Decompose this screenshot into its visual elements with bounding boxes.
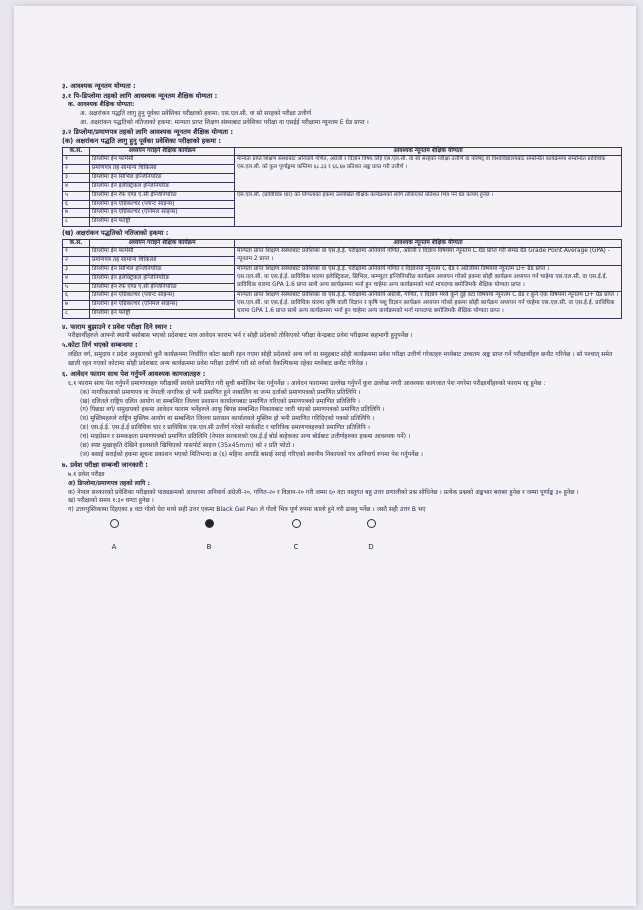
option-label: A — [111, 543, 117, 552]
cell-program: डिप्लोमा इन एग्रिकल्चर (एनिमल साइन्स) — [90, 301, 235, 310]
section-3-1-aa: आ. अक्षरांकन पद्धतिको नतिजाको हकमा: मान्यता प्राप्त शिक्षण संस्थाबाट प्रवेशिका परीक्षा वा एसईई परीक्षामा न्यूनतम E ग्रेड प्राप्त । — [80, 118, 369, 126]
cell-sn: ३ — [63, 265, 90, 274]
list-item: (च) माइग्रेसन र समकक्षता प्रमाणपत्रको प्रमाणित प्रतिलिपि (नेपाल सरकारको एस.ई.ई बोर्ड बाहेकका अन्य बोर्डबाट उत्तीर्णहरुका हकमा आवश्यक पर्ने) । — [80, 432, 411, 440]
col-header-requirement: आवश्यक न्यूनतम शैक्षिक योग्यता — [235, 147, 622, 156]
option-b — [199, 519, 219, 552]
table-pre-grading — [62, 147, 622, 227]
document-content — [62, 82, 622, 569]
cell-sn: १ — [63, 156, 90, 165]
section-3-2-title: ३.२ डिप्लोमा/प्रमाणपत्र तहको लागि आवश्यक न्यूनतम शैक्षिक योग्यता : — [62, 127, 234, 136]
col-header-sn: क.सं. — [63, 147, 90, 156]
bubble-icon — [367, 519, 376, 528]
requirement-text: मान्यता प्राप्त शिक्षण संस्थाबाट प्रवेशिका वा एस.ई.ई. परीक्षामा अनिवार्य गणित र विज्ञानमा न्यूनतम C ग्रेड र अंग्रेजीमा विषयमा न्यूनतम D+ ग्रेड प्राप्त । — [237, 265, 550, 272]
cell-requirement: एस.एल.सी. (प्राविधिक धार) को योग्यताको हकमा उल्लेखित शैक्षिक कार्यक्रमको लागि तोकिएको प्रतिशत भित्र पर्ने ग्रेड कायम हुनेछ । — [235, 191, 622, 226]
section-3-2-ka: (क) अक्षरांकन पद्धति लागु हुनु पूर्वका प्रवेशिका परीक्षाको हकमा : — [62, 137, 221, 146]
cell-program: डिप्लोमा इन फरेष्ट्री — [90, 310, 235, 319]
section-7-kha: ख) परीक्षाको समय १:३० घण्टा हुनेछ । — [68, 497, 154, 505]
cell-sn: ६ — [63, 292, 90, 301]
cell-requirement: मान्यता प्राप्त शिक्षण संस्थाबाट अनिवार्य गणित, अंग्रेजी र विज्ञान विषय लिई एस.एल.सी. वा सो सरहको परीक्षा उत्तीर्ण वा परिषद् वा विश्वविद्यालयबाट सम्बन्धित कार्यक्रममा सम्बन्धित प्राविधिक एस.एल.सी. को कुल पूर्णाङ्कमा कम्तिमा ६८.३३ र ६६.६७ प्रतिशत अङ्क प्राप्त गरी उत्तीर्ण । — [235, 156, 622, 191]
list-item: (ङ) एस.ई.ई. एस.ई.ई प्राविधिक धार र प्राविधिक एस.एल.सी उत्तीर्ण गरेको मार्कसीट र चारित्रिक प्रमाणपत्रहरुको प्रमाणित प्रतिलिपि । — [80, 424, 370, 432]
cell-program: डिप्लोमा इन एग्रिकल्चर (प्लान्ट साइन्स) — [90, 200, 235, 209]
section-7-a: अ) डिप्लोमा/प्रमाणपत्र तहको लागि : — [68, 479, 150, 487]
option-label: C — [293, 543, 299, 552]
list-item: (क) नागरिकताको प्रमाणपत्र वा नेपाली नागरिक हो भनी प्रमाणित हुने नाबालिग वा जन्म दर्ताको प्रमाणपत्रको प्रमाणित प्रतिलिपि । — [80, 388, 361, 396]
section-4-body: परीक्षार्थीहरुले आफ्नो स्थायी बसोबास भएको प्रदेशबाट मात्र आवेदन फाराम भर्न र सोही प्रदेशको तोकिएको परीक्षा केन्द्रबाट प्रवेश परीक्षामा सहभागी हुनुपर्नेछ । — [68, 332, 413, 340]
cell-program: डिप्लोमा ईन सिभिल इन्जिनियरिङ — [90, 265, 235, 274]
cell-sn: ५ — [63, 191, 90, 200]
list-item: (ज) बसाई सराईको हकमा सूचना प्रकाशन भएको मितिभन्दा छ (६) महिना अगाडि बसाई सराई गरिएको स्थानीय निकायको पत्र अनिवार्य रुपमा पेश गर्नुपर्नेछ । — [80, 450, 423, 458]
table-header-row — [63, 147, 622, 156]
section-6-intro: ६.१ फाराम साथ पेश गर्नुपर्ने प्रमाणपत्रहरु परीक्षार्थी स्वयंले प्रमाणित गरी सुची बमोजिम पेश गर्नुपर्नेछ । आवेदन फाराममा उल्लेख गर्नुपर्ने कुरा उल्लेख नगरी आवश्यक कागजात पेश नगरेमा परीक्षार्थीहरुको फाराम रद्द हुनेछ : — [68, 379, 546, 387]
cell-sn: ४ — [63, 274, 90, 283]
cell-sn: २ — [63, 165, 90, 174]
cell-sn: ४ — [63, 182, 90, 191]
cell-program: डिप्लोमा ईन सिभिल इन्जिनियरिङ — [90, 174, 235, 183]
section-5-body: लक्षित वर्ग, समुदाय र प्रदेश अनुसारको कुनै कार्यक्रममा निर्धारित कोटा खाली रहन गएमा सोही प्रदेशको अन्य वर्ग वा समुहबाट सोही कार्यक्रममा प्रवेश परीक्षा उत्तीर्ण गरेकाहरु मध्येबाट उच्चतम अङ्क प्राप्त गर्ने परीक्षार्थीहरु छनौट गरिनेछ । सो पश्चात् समेत खाली रहन गएको कोटामा सोही प्रदेशबाट अन्य कार्यक्रममा प्रवेश परीक्षा उत्तीर्ण गरी सो वर्गको वैकल्पिकमा रहेका मध्येबाट छनौट गरिनेछ । — [68, 350, 613, 367]
cell-program: डिप्लोमा ईन रेफ एण्ड ए.सी ईन्जिनियरिङ — [90, 191, 235, 200]
option-a — [104, 519, 124, 552]
list-item: (ग) पिछडा वर्ग/ समुदायको हकमा आवेदन फाराम भर्नेहरुले आफू बिपन्न सम्बन्धित निकायबाट जारी भएको प्रमाणपत्रको प्रमाणित प्रतिलिपि । — [80, 406, 385, 414]
table-row — [63, 292, 622, 301]
section-7-ka: क) नेपाल सरकारको प्रवेशिका परीक्षाको पाठ्यक्रमको आधारमा अनिवार्य अंग्रेजी-२०, गणित-२० र विज्ञान-२० गरी जम्मा ६० वटा वस्तुगत बहु उत्तर प्रणालीको प्रश्न सोधिनेछ । प्रत्येक प्रश्नको अङ्कभार बराबर हुनेछ र जम्मा पूर्णाङ्क ३० हुनेछ । — [68, 488, 579, 496]
section-5-title: ५.कोटा तिर्न भएको सम्बन्धमा : — [62, 341, 138, 350]
cell-sn: ५ — [63, 283, 90, 292]
table-row — [63, 156, 622, 165]
section-3-1-ka: क. आवश्यक शैक्षिक योग्यता: — [68, 101, 135, 109]
table-header-row — [63, 239, 622, 248]
document-page — [14, 6, 636, 906]
cell-sn: ६ — [63, 200, 90, 209]
cell-sn: ८ — [63, 310, 90, 319]
cell-program: प्रमाणपत्र तह सामान्य चिकित्सा — [90, 165, 235, 174]
option-label: D — [368, 543, 374, 552]
cell-program: प्रमाणपत्र तह सामान्य चिकित्सा — [90, 257, 235, 266]
cell-program: डिप्लोमा इन एग्रिकल्चर (प्लान्ट साइन्स) — [90, 292, 235, 301]
requirement-text: मान्यता प्राप्त शिक्षण संस्थाबाट प्रवेशिका वा एस.ई.ई. परीक्षामा अनिवार्य अंग्रेजी, गणित, र विज्ञान मध्ये कुनै दुई वटा विषयमा न्यूनतम C ग्रेड र कुनै एक विषयमा न्यूनतम D+ ग्रेड प्राप्त । — [237, 292, 619, 299]
section-7-title: ७. प्रवेश परीक्षा सम्बन्धी जानकारी : — [62, 461, 148, 470]
list-item: (छ) स्पष्ट मुखाकृति देखिने हालसालै खिचिएको पासपोर्ट साइज (35x45mm) को २ प्रति फोटो । — [80, 441, 295, 449]
filled-bubble-icon — [205, 519, 214, 528]
option-c — [286, 519, 306, 552]
requirement-text: एस.एल.सी. वा एस.ई.ई. प्राविधिक धारमा कृषि वाली विज्ञान र कृषि पशु विज्ञान कार्यक्रम अध्ययन गरेको हकमा सोही कार्यक्रम अध्ययन गर्न चाहेमा एस.एल.सी. वा एस.ई.ई. प्राविधिक धारमा GPA 1.6 प्राप्त साथै अन्य कार्यक्रममा भर्ना हुन चाहेमा अन्य कार्यक्रमको भर्ना मापदण्ड बमोजिमकै शैक्षिक योग्यता प्राप्त । — [237, 300, 615, 315]
bubble-icon — [110, 519, 119, 528]
col-header-program: अध्ययन गराइने शैक्षिक कार्यक्रम — [90, 147, 235, 156]
cell-program: डिप्लोमा इन फरेष्ट्री — [90, 218, 235, 227]
cell-program: डिप्लोमा ईन फार्मेसी — [90, 248, 235, 257]
section-3-2-kha: (ख) अक्षरांकन पद्धतिको नतिजाको हकमा : — [62, 228, 169, 237]
table-row — [63, 191, 622, 200]
cell-program: डिप्लोमा इन एग्रिकल्चर (एनिमल साइन्स) — [90, 209, 235, 218]
cell-sn: १ — [63, 248, 90, 257]
table-grading — [62, 239, 622, 319]
option-d — [361, 519, 381, 552]
cell-sn: ३ — [63, 174, 90, 183]
cell-program: डिप्लोमा ईन फार्मेसी — [90, 156, 235, 165]
cell-program: डिप्लोमा ईन इलेक्ट्रिकल इन्जिनियरिङ — [90, 182, 235, 191]
cell-sn: २ — [63, 257, 90, 266]
cell-sn: ७ — [63, 301, 90, 310]
section-4-title: ४. फाराम बुझाउने र प्रवेश परीक्षा दिने स्थान : — [62, 322, 172, 331]
cell-requirement: मान्यता प्राप्त शिक्षण संस्थाबाट प्रवेशिका वा एस.ई.ई. परीक्षामा अनिवार्य गणित, अंग्रेजी र विज्ञान विषयमा न्यूनतम C ग्रेड प्राप्त गरी समग्र ग्रेड Grade Point Average (GPA) - न्यूनतम 2 प्राप्त । — [235, 248, 622, 266]
section-3-title: ३. आवश्यक न्यूनतम योग्यता : — [62, 82, 136, 90]
section-7-ga: ग) उत्तरपुस्तिकामा दिइएका ४ वटा गोलो घेरा मध्ये सही उत्तर एकमा Black Gel Pen ले गोलो भित्र पूर्ण रुपमा कालो हुने गरी ढाक्नु पर्नेछ । जस्तै सही उत्तर B भए — [68, 506, 426, 514]
table-row — [63, 265, 622, 274]
section-3-1-a: अ. अक्षरांकन पद्धति लागु हुनु पूर्वका प्रवेशिका परीक्षाको हकमा: एस.एल.सी. वा सो सरहको परीक्षा उत्तीर्ण — [80, 109, 312, 117]
cell-requirement — [235, 292, 622, 318]
option-label: B — [206, 543, 212, 552]
section-3-1-title: ३.१ पि-डिप्लोमा तहको लागि आवश्यक न्यूनतम शैक्षिक योग्यता : — [62, 91, 218, 100]
col-header-program: अध्ययन गराइने शैक्षिक कार्यक्रम — [90, 239, 235, 248]
list-item: (ख) दलितले राष्ट्रिय दलित आयोग वा सम्बन्धित जिल्ला प्रशासन कार्यालयबाट प्रमाणित गरिएको प्रमाणपत्रको प्रमाणित प्रतिलिपि । — [80, 397, 360, 405]
cell-requirement — [235, 265, 622, 291]
cell-program: डिप्लोमा ईन रेफ एण्ड ए.सी ईन्जिनियरिङ — [90, 283, 235, 292]
list-item: (घ) मुस्लिमहरुले राष्ट्रिय मुस्लिम आयोग वा सम्बन्धित जिल्ला प्रशासन कार्यालयले मुस्लिम हो भनी प्रमाणित गरिदिएको पत्रको प्रतिलिपि । — [80, 415, 375, 423]
table-row — [63, 248, 622, 257]
col-header-sn: क.सं. — [63, 239, 90, 248]
cell-sn: ८ — [63, 218, 90, 227]
section-7-1: ७.१ प्रवेश परीक्षा — [68, 470, 105, 478]
answer-bubble-example — [62, 519, 622, 569]
section-6-title: ६. आवेदन फाराम साथ पेश गर्नुपर्ने आवश्यक कागजातहरु : — [62, 370, 206, 379]
cell-program: डिप्लोमा ईन इलेक्ट्रिकल इन्जिनियरिङ — [90, 274, 235, 283]
requirement-text: एस.एल.सी. वा एस.ई.ई. प्राविधिक धारमा इलेक्ट्रिकल, सिभिल, कम्प्युटर इन्जिनियरिङ कार्यक्रम अध्ययन गरेको हकमा सोही कार्यक्रम अध्ययन गर्न चाहेमा एस.एल.सी. वा एस.ई.ई. प्राविधिक धारमा GPA 1.6 प्राप्त साथै अन्य कार्यक्रममा भर्ना हुन चाहेमा अन्य कार्यक्रमको भर्ना मापदण्ड बमोजिमकै शैक्षिक योग्यता प्राप्त । — [237, 273, 608, 288]
bubble-icon — [292, 519, 301, 528]
col-header-requirement: आवश्यक न्यूनतम शैक्षिक योग्यता — [235, 239, 622, 248]
cell-sn: ७ — [63, 209, 90, 218]
